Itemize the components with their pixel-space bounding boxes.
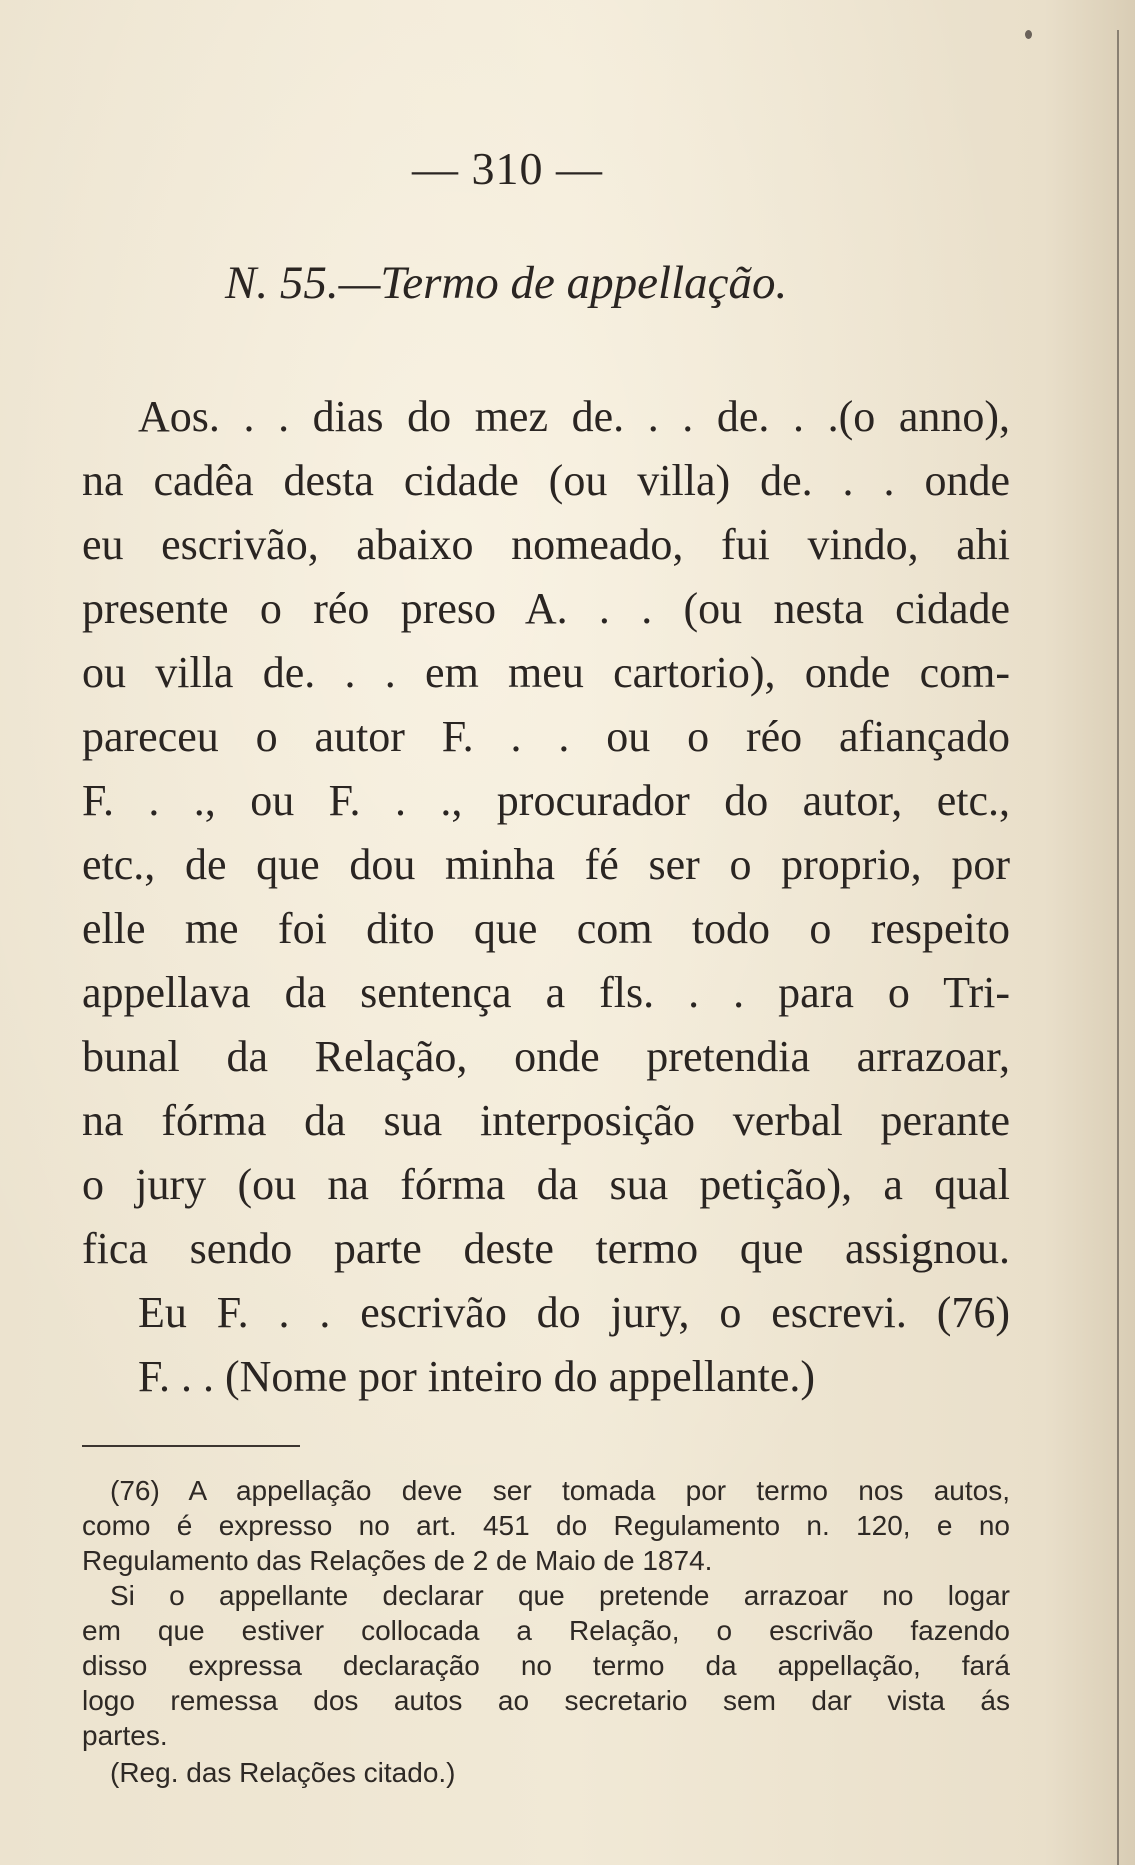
- footnote-line: partes.: [82, 1720, 168, 1751]
- body-line: Eu F. . . escrivão do jury, o escrevi. (76): [138, 1288, 1010, 1337]
- body-line: bunal da Relação, onde pretendia arrazoar,: [82, 1032, 1010, 1081]
- page-edge-line: [1117, 30, 1119, 1865]
- body-line: presente o réo preso A. . . (ou nesta cidade: [82, 584, 1010, 633]
- body-text: [82, 385, 1010, 1409]
- body-line: eu escrivão, abaixo nomeado, fui vindo, ahi: [82, 520, 1010, 569]
- signature-line: F. . . (Nome por inteiro do appellante.): [138, 1352, 816, 1401]
- footnote-line: (76) A appellação deve ser tomada por termo nos autos,: [110, 1475, 1010, 1506]
- body-line: Aos. . . dias do mez de. . . de. . .(o anno),: [138, 392, 1010, 441]
- body-line: na fórma da sua interposição verbal perante: [82, 1096, 1010, 1145]
- footnote-reference: (Reg. das Relações citado.): [110, 1757, 456, 1788]
- footnotes: [82, 1473, 1010, 1753]
- body-line: fica sendo parte deste termo que assignou.: [82, 1224, 1010, 1273]
- page-speck: [1025, 30, 1032, 39]
- footnote-line: como é expresso no art. 451 do Regulamento n. 120, e no: [82, 1510, 1010, 1541]
- body-line: appellava da sentença a fls. . . para o Tri-: [82, 968, 1010, 1017]
- footnote-divider: [82, 1445, 300, 1447]
- body-line: etc., de que dou minha fé ser o proprio, por: [82, 840, 1010, 889]
- footnote-line: disso expressa declaração no termo da appellação, fará: [82, 1650, 1010, 1681]
- body-line: na cadêa desta cidade (ou villa) de. . . onde: [82, 456, 1010, 505]
- footnote-line: logo remessa dos autos ao secretario sem dar vista ás: [82, 1685, 1010, 1716]
- footnote-line: em que estiver collocada a Relação, o escrivão fazendo: [82, 1615, 1010, 1646]
- form-heading: N. 55.—Termo de appellação.: [225, 257, 788, 309]
- body-line: elle me foi dito que com todo o respeito: [82, 904, 1010, 953]
- page-number: — 310 —: [412, 143, 603, 194]
- body-line: o jury (ou na fórma da sua petição), a qual: [82, 1160, 1010, 1209]
- body-line: pareceu o autor F. . . ou o réo afiançado: [82, 712, 1010, 761]
- body-line: ou villa de. . . em meu cartorio), onde com-: [82, 648, 1010, 697]
- footnote-line: Si o appellante declarar que pretende arrazoar no logar: [110, 1580, 1010, 1611]
- body-line: F. . ., ou F. . ., procurador do autor, etc.,: [82, 776, 1010, 825]
- footnote-line: Regulamento das Relações de 2 de Maio de 1874.: [82, 1545, 713, 1576]
